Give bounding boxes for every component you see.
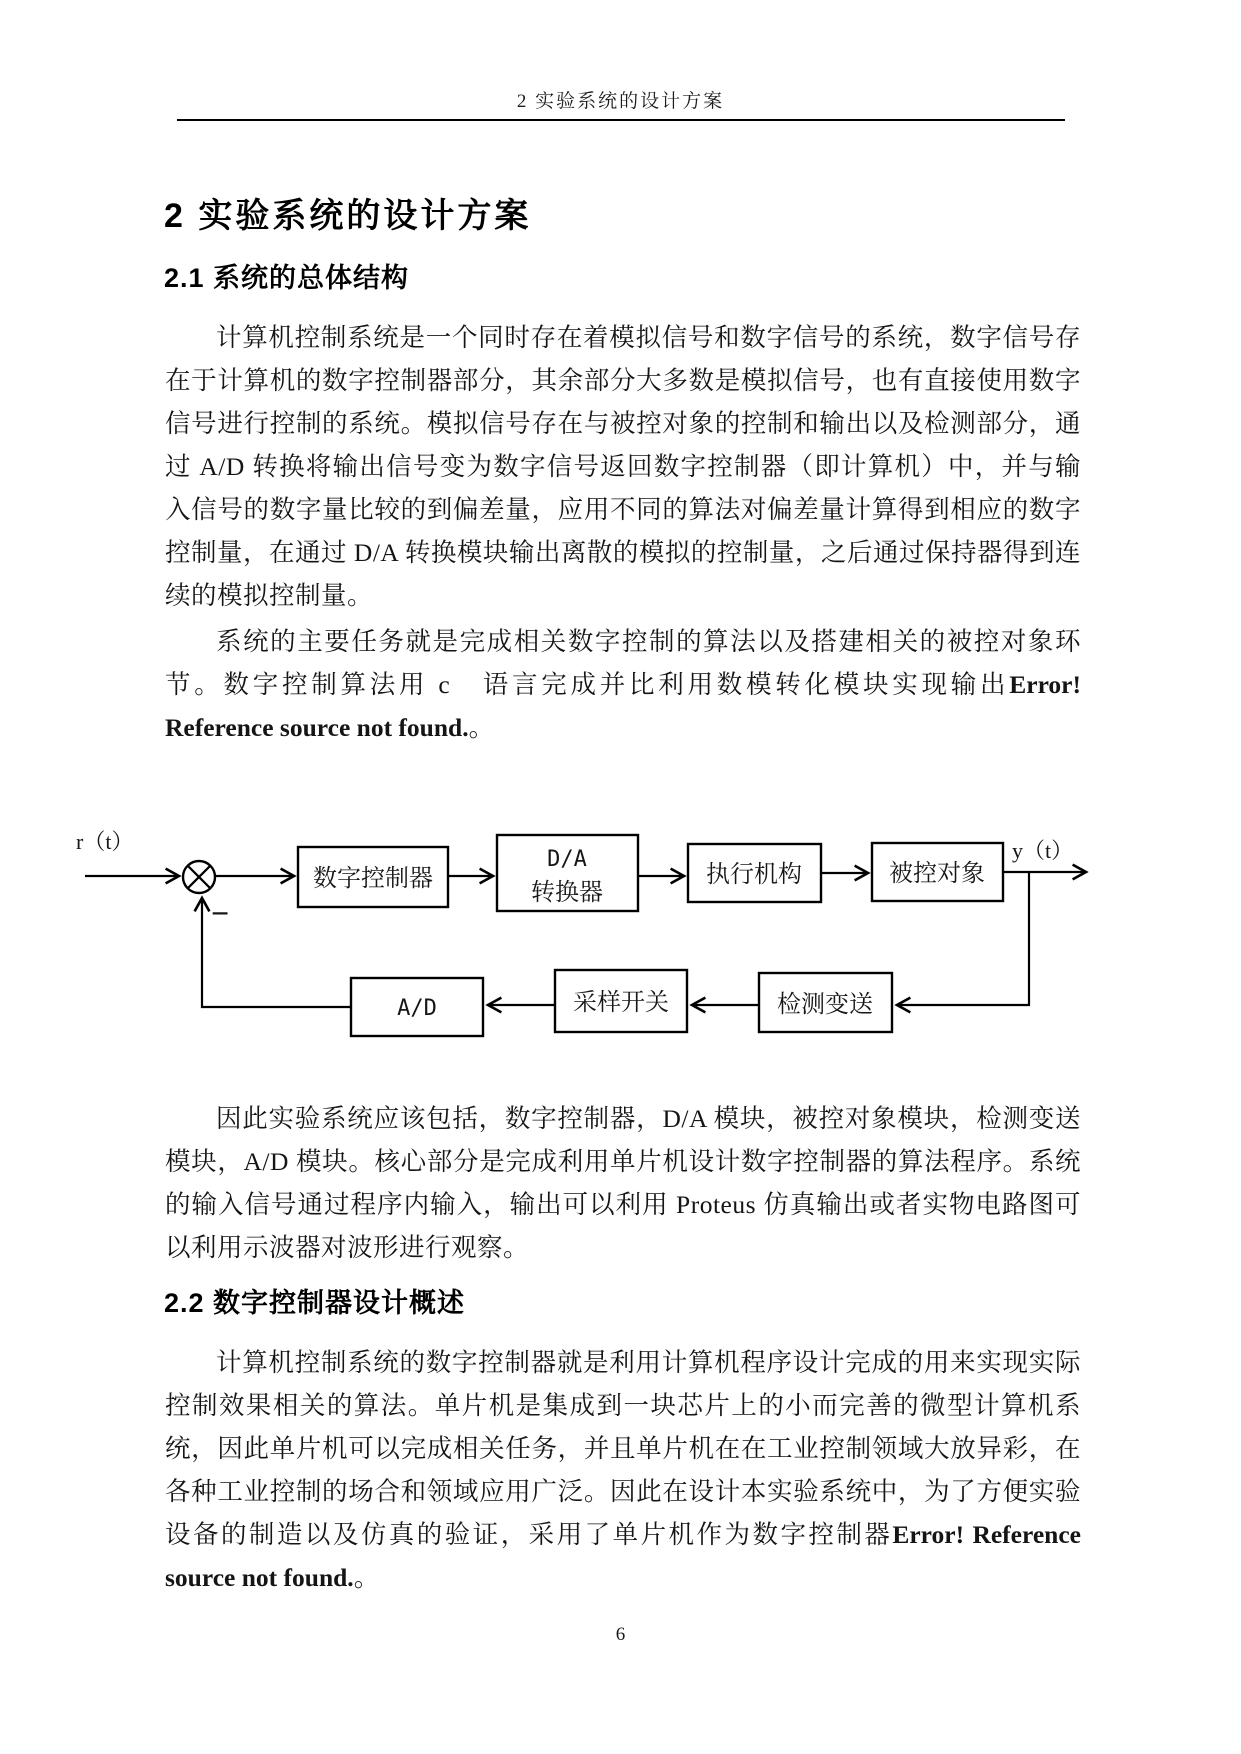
da-converter-label-line2: 转换器 [531, 880, 603, 906]
ad-converter-box [351, 978, 483, 1036]
input-signal-label: r（t） [76, 829, 134, 854]
paragraph-main-task [165, 620, 1081, 749]
digital-controller-label: 数字控制器 [313, 866, 433, 892]
da-converter-label-line1: D/A [547, 847, 587, 872]
paragraph-controller-design-text: 计算机控制系统的数字控制器就是利用计算机程序设计完成的用来实现实际控制效果相关的算法。单片机是集成到一块芯片上的小而完善的微型计算机系统，因此单片机可以完成相关任务，并且单片机在在工业控制领域大放异彩，在各种工业控制的场合和领域应用广泛。因此在设计本实验系统中，为了方便实验设备的制造以及仿真的验证，采用了单片机作为数字控制器 [165, 1348, 1081, 1549]
sampling-switch-label: 采样开关 [573, 990, 669, 1016]
paragraph-overview: 计算机控制系统是一个同时存在着模拟信号和数字信号的系统，数字信号存在于计算机的数字控制器部分，其余部分大多数是模拟信号，也有直接使用数字信号进行控制的系统。模拟信号存在与被控对象的控制和输出以及检测部分，通过 A/D 转换将输出信号变为数字信号返回数字控制器（即计算机）中，并与输入信号的数字量比较的到偏差量，应用不同的算法对偏差量计算得到相应的数字控制量，在通过 D/A 转换模块输出离散的模拟的控制量，之后通过保持器得到连续的模拟控制量。 [165, 323, 1081, 610]
paragraph-modules: 因此实验系统应该包括，数字控制器，D/A 模块，被控对象模块，检测变送模块，A/D 模块。核心部分是完成利用单片机设计数字控制器的算法程序。系统的输入信号通过程序内输入，输出可以利用 Proteus 仿真输出或者实物电路图可以利用示波器对波形进行观察。 [165, 1104, 1081, 1262]
paragraph-controller-design-period: 。 [353, 1563, 380, 1592]
da-converter-box [497, 835, 638, 911]
sampling-switch-box [555, 970, 687, 1032]
detection-transmitter-box [759, 973, 892, 1032]
running-header: 2 实验系统的设计方案 [516, 91, 725, 112]
summing-junction-icon [183, 861, 215, 893]
actuator-box [688, 844, 821, 902]
paragraph-controller-design [165, 1341, 1081, 1599]
section-2-1-heading: 2.1 系统的总体结构 [164, 263, 410, 293]
page-number: 6 [615, 1624, 626, 1645]
paragraph-main-task-text: 系统的主要任务就是完成相关数字控制的算法以及搭建相关的被控对象环节。数字控制算法用 c 语言完成并比利用数模转化模块实现输出 [165, 627, 1081, 699]
controlled-object-box [872, 843, 1003, 901]
paragraph-main-task-period: 。 [468, 713, 495, 742]
ad-converter-label: A/D [397, 996, 437, 1021]
section-2-2-heading: 2.2 数字控制器设计概述 [164, 1288, 466, 1318]
error-reference-text-2: Error! Reference source not found. [165, 1520, 1081, 1592]
chapter-title: 2 实验系统的设计方案 [164, 197, 532, 235]
error-reference-text: Error! Reference source not found. [165, 670, 1081, 742]
actuator-label: 执行机构 [706, 862, 802, 888]
output-signal-label: y（t） [1012, 838, 1074, 863]
control-system-block-diagram [60, 815, 1120, 1065]
header-rule [177, 119, 1065, 121]
digital-controller-box [298, 847, 448, 907]
controlled-object-label: 被控对象 [889, 861, 985, 887]
minus-sign: − [211, 895, 230, 931]
detection-transmitter-label: 检测变送 [777, 992, 873, 1018]
